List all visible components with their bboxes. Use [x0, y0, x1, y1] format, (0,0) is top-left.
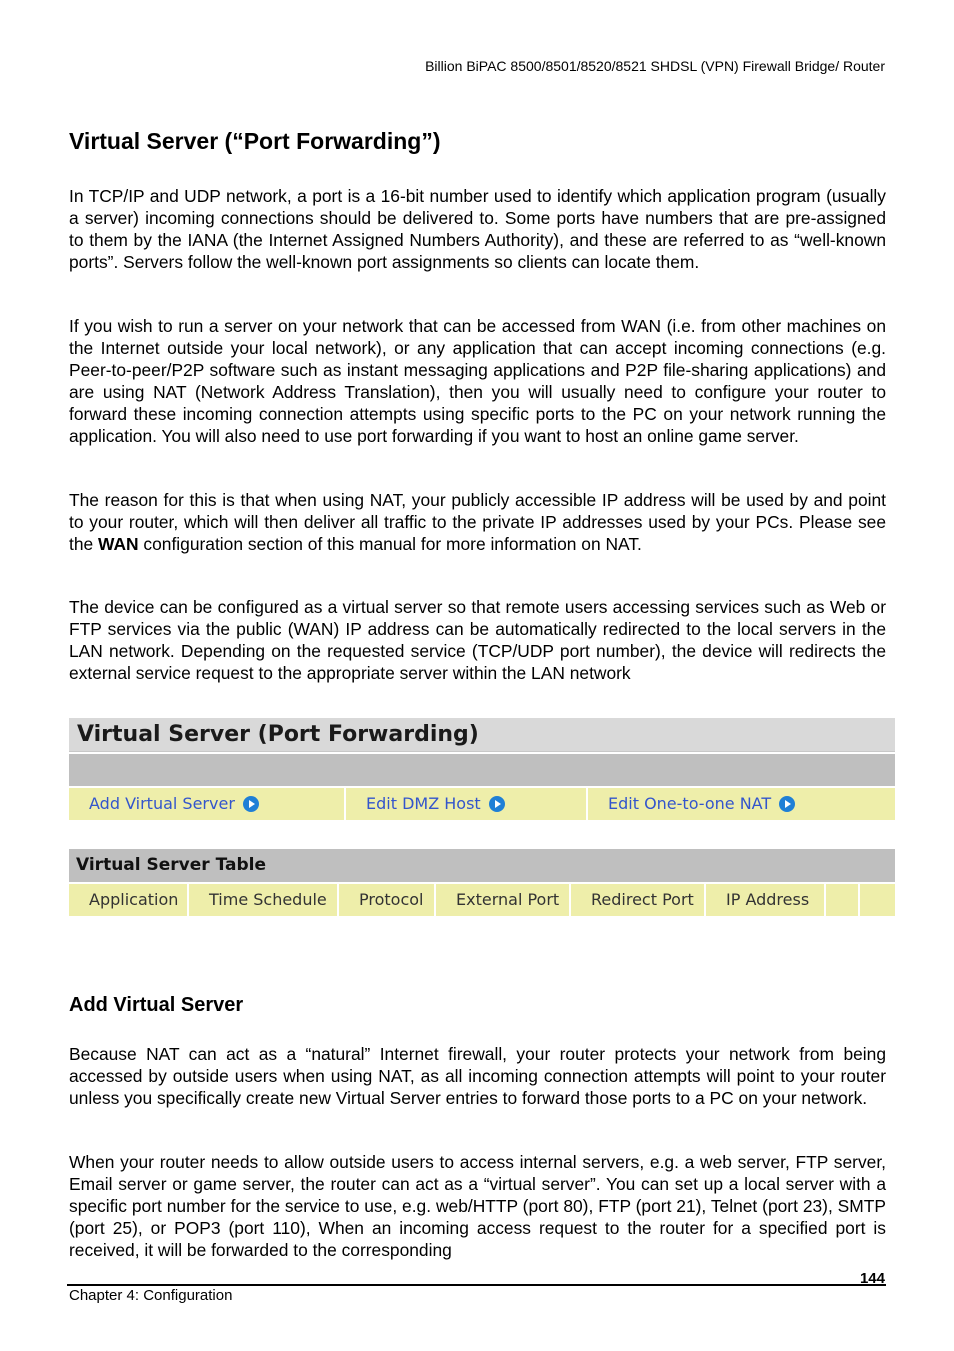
paragraph-port-intro: In TCP/IP and UDP network, a port is a 16-bit number used to identify which application program (usually a server) incoming connections should be delivered to. Some ports have numbers that are pre-assigned to them by the IANA (the Internet Assigned Numbers Authority), and these are referred to as “well-known ports”. Servers follow the well-known port assignments so clients can locate them. [69, 186, 886, 272]
nat-reason-text-end: configuration section of this manual for more information on NAT. [138, 534, 642, 554]
arrow-right-icon [243, 796, 259, 812]
running-header: Billion BiPAC 8500/8501/8520/8521 SHDSL (VPN) Firewall Bridge/ Router [425, 58, 885, 74]
add-virtual-server-label: Add Virtual Server [89, 794, 235, 813]
arrow-right-icon [779, 796, 795, 812]
add-virtual-server-link[interactable] [69, 788, 346, 820]
column-application: Application [69, 884, 189, 916]
page-number: 144 [859, 1270, 885, 1287]
column-protocol: Protocol [339, 884, 436, 916]
virtual-server-table-header [69, 884, 895, 916]
paragraph-virtual-server: The device can be configured as a virtual server so that remote users accessing services such as Web or FTP services via the public (WAN) IP address can be automatically redirected to the local servers in the LAN network. Depending on the requested service (TCP/UDP port number), the device will redirects the external service request to the appropriate server within the LAN network [69, 597, 886, 683]
column-time-schedule: Time Schedule [189, 884, 339, 916]
footer-divider [67, 1284, 886, 1286]
nat-reason-text: The reason for this is that when using NAT, your publicly accessible IP address will be used by and point to your router, which will then deliver all traffic to the private IP addresses used by your PCs. Please see the [69, 490, 886, 554]
paragraph-server-wan: If you wish to run a server on your network that can be accessed from WAN (i.e. from other machines on the Internet outside your local network), or any application that can accept incoming connections (e.g. Peer-to-peer/P2P software such as instant messaging applications and P2P file-sharing applications) and are using NAT (Network Address Translation), then you will usually need to configure your router to forward these incoming connection attempts using specific ports to the PC on your network running the application. You will also need to use port forwarding if you want to host an online game server. [69, 316, 886, 446]
edit-dmz-host-label: Edit DMZ Host [366, 794, 481, 813]
column-redirect-port: Redirect Port [571, 884, 706, 916]
section-title: Virtual Server (“Port Forwarding”) [69, 128, 441, 154]
arrow-right-icon [489, 796, 505, 812]
wan-reference: WAN [98, 534, 139, 554]
virtual-server-table-title: Virtual Server Table [69, 849, 895, 882]
router-ui-screenshot [69, 718, 895, 916]
column-ip-address: IP Address [706, 884, 826, 916]
column-external-port: External Port [436, 884, 571, 916]
edit-one-to-one-nat-label: Edit One-to-one NAT [608, 794, 772, 813]
column-empty-2 [860, 884, 895, 916]
subsection-title: Add Virtual Server [69, 994, 244, 1016]
paragraph-virtual-server-usage: When your router needs to allow outside users to access internal servers, e.g. a web server, FTP server, Email server or game server, the router can act as a “virtual server”. You can set up a local server with a specific port number for the service to use, e.g. web/HTTP (port 80), FTP (port 21), Telnet (port 23), SMTP (port 25), or POP3 (port 110), When an incoming access request to the router for a specified port is received, it will be forwarded to the corresponding [69, 1152, 886, 1260]
column-empty-1 [826, 884, 860, 916]
chapter-label: Chapter 4: Configuration [69, 1287, 233, 1304]
ui-toolbar-bar [69, 754, 895, 786]
edit-dmz-host-link[interactable] [346, 788, 588, 820]
ui-link-row [69, 788, 895, 820]
edit-one-to-one-nat-link[interactable] [588, 788, 895, 820]
paragraph-nat-firewall: Because NAT can act as a “natural” Internet firewall, your router protects your network from being accessed by outside users when using NAT, as all incoming connection attempts will point to your router unless you specifically create new Virtual Server entries to forward those ports to a PC on your network. [69, 1044, 886, 1108]
paragraph-nat-reason [69, 489, 886, 555]
ui-page-title: Virtual Server (Port Forwarding) [69, 718, 895, 752]
